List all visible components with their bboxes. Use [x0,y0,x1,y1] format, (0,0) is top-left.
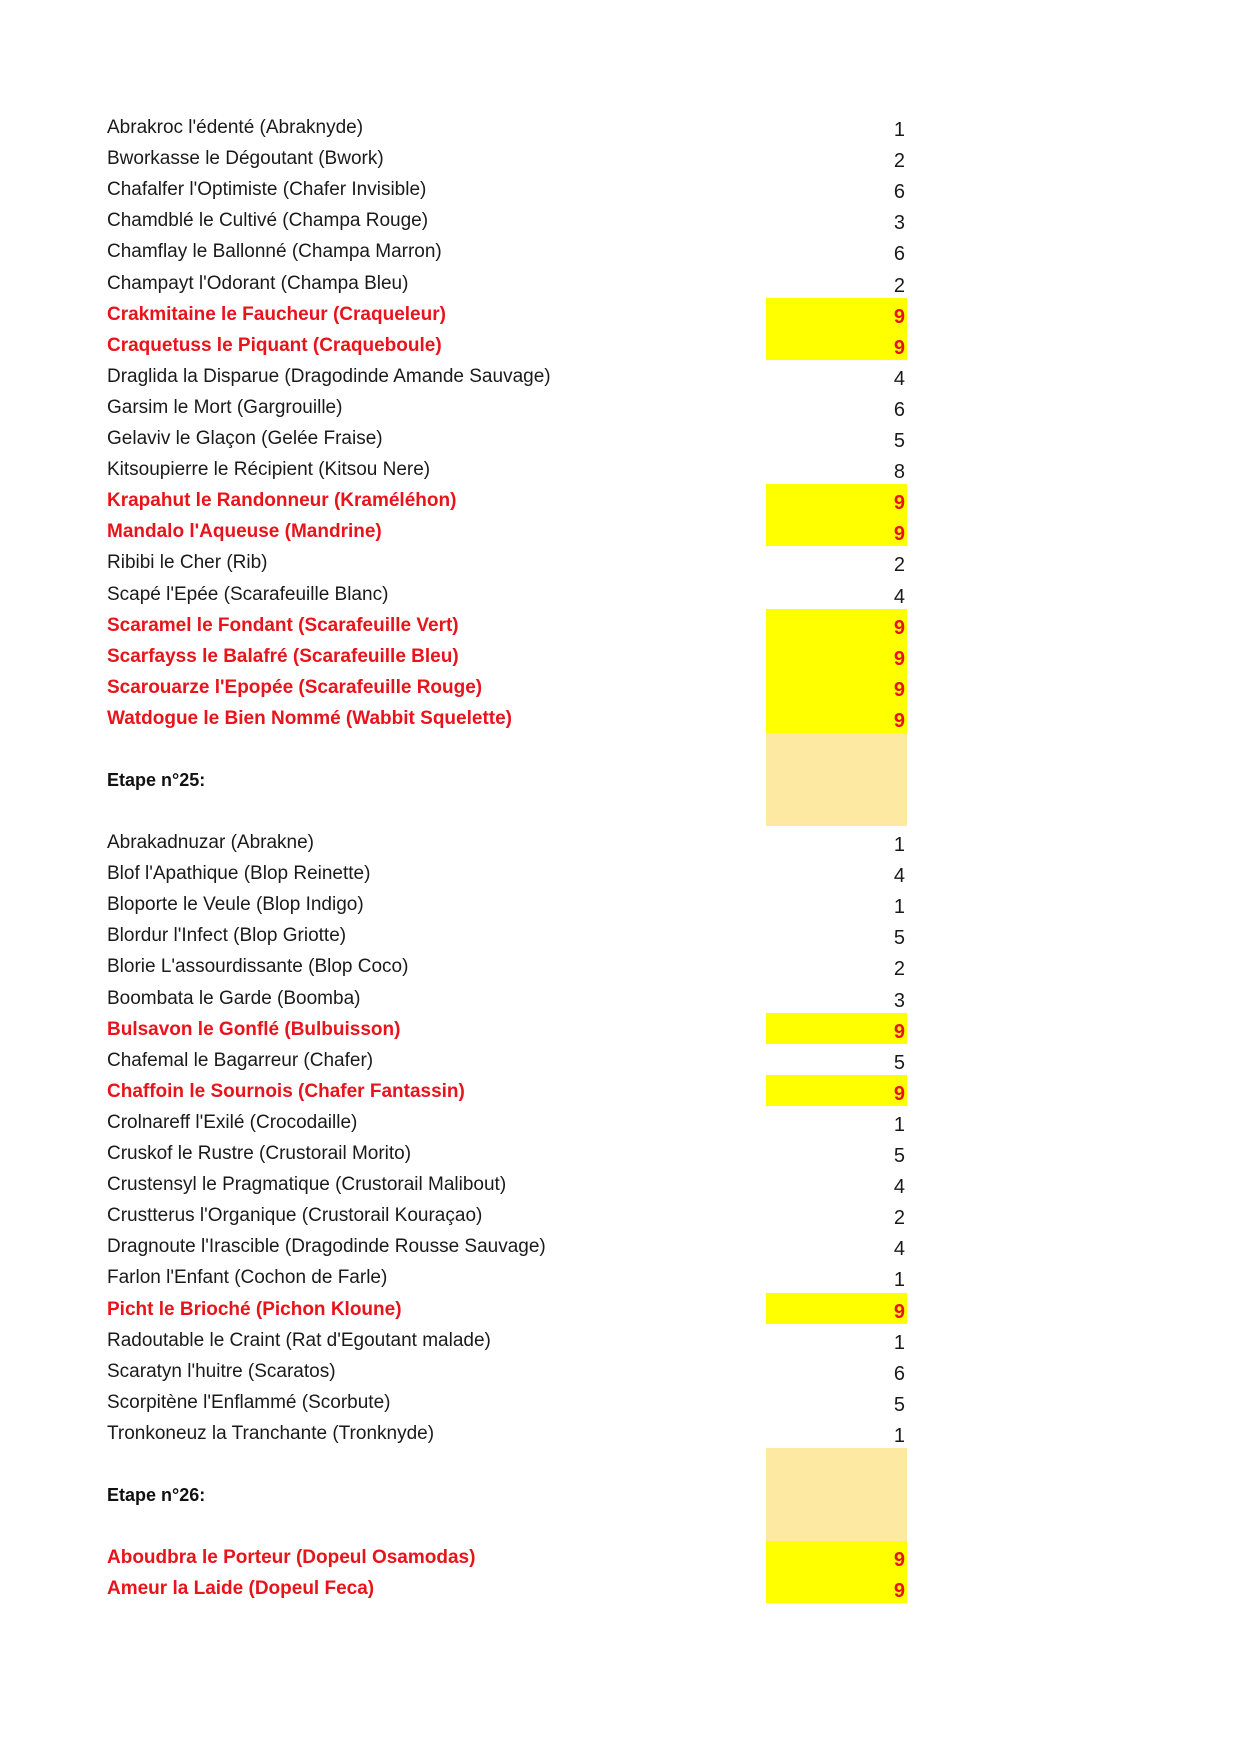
count-cell [766,1261,907,1292]
monster-name: Tronkoneuz la Tranchante (Tronknyde) [107,1422,435,1444]
monster-name: Radoutable le Craint (Rat d'Egoutant malade) [107,1329,491,1351]
count-cell [766,1355,907,1386]
monster-name: Blorie L'assourdissante (Blop Coco) [107,956,409,978]
table-row [0,1168,1241,1199]
table-row [0,142,1241,173]
monster-name: Kitsoupierre le Récipient (Kitsou Nere) [107,459,431,481]
count-cell [766,484,907,515]
monster-name: Chafalfer l'Optimiste (Chafer Invisible) [107,179,427,201]
monster-name: Picht le Brioché (Pichon Kloune) [107,1298,402,1320]
count-value: 6 [893,181,905,204]
table-row [0,1261,1241,1292]
count-cell [766,1324,907,1355]
monster-name: Abrakadnuzar (Abrakne) [107,832,314,854]
count-value: 2 [893,554,905,577]
table-row [0,1386,1241,1417]
monster-name: Scarouarze l'Epopée (Scarafeuille Rouge) [107,676,483,698]
count-value: 9 [893,1082,905,1105]
count-cell [766,609,907,640]
count-value: 3 [893,989,905,1012]
count-cell [766,1199,907,1230]
count-cell [766,360,907,391]
count-cell [766,1075,907,1106]
count-cell [766,1572,907,1603]
count-value: 5 [893,927,905,950]
count-value: 9 [893,1020,905,1043]
table-row [0,484,1241,515]
monster-name: Crustensyl le Pragmatique (Crustorail Malibout) [107,1174,507,1196]
count-cell [766,391,907,422]
table-row [0,298,1241,329]
table-row [0,826,1241,857]
table-row [0,1013,1241,1044]
count-cell [766,235,907,266]
monster-name: Scaratyn l'huitre (Scaratos) [107,1360,336,1382]
table-row [0,329,1241,360]
monster-name: Boombata le Garde (Boomba) [107,987,361,1009]
count-cell [766,329,907,360]
count-value: 8 [893,461,905,484]
table-row [0,111,1241,142]
count-cell [766,640,907,671]
section-header-label: Etape n°26: [107,1485,206,1505]
table-row [0,1293,1241,1324]
count-value: 4 [893,367,905,390]
monster-name: Blof l'Apathique (Blop Reinette) [107,863,371,885]
count-cell [766,111,907,142]
count-value: 9 [893,1580,905,1603]
count-cell [766,578,907,609]
monster-name: Champayt l'Odorant (Champa Bleu) [107,272,409,294]
count-value: 4 [893,865,905,888]
count-value: 6 [893,398,905,421]
count-value: 3 [893,212,905,235]
table-row [0,360,1241,391]
table-row [0,702,1241,733]
table-row [0,1106,1241,1137]
count-value: 1 [893,1331,905,1354]
table-row [0,1199,1241,1230]
section-header-label: Etape n°25: [107,770,206,790]
monster-name: Watdogue le Bien Nommé (Wabbit Squelette) [107,707,512,729]
count-cell [766,702,907,733]
count-cell [766,267,907,298]
count-cell [766,919,907,950]
count-cell [766,1168,907,1199]
count-cell [766,515,907,546]
monster-name: Chamdblé le Cultivé (Champa Rouge) [107,210,429,232]
count-value: 9 [893,523,905,546]
count-value: 6 [893,1362,905,1385]
count-value: 9 [893,305,905,328]
table-row [0,1572,1241,1603]
table-row [0,173,1241,204]
count-cell [766,1137,907,1168]
monster-name: Farlon l'Enfant (Cochon de Farle) [107,1267,388,1289]
table-row [0,671,1241,702]
count-value: 4 [893,1238,905,1261]
count-value: 9 [893,678,905,701]
monster-name: Chaffoin le Sournois (Chafer Fantassin) [107,1080,465,1102]
table-row [0,609,1241,640]
section-header-cell [766,733,907,826]
count-cell [766,1013,907,1044]
count-cell [766,453,907,484]
table-row [0,578,1241,609]
count-cell [766,950,907,981]
count-cell [766,1044,907,1075]
count-value: 1 [893,1269,905,1292]
count-value: 9 [893,709,905,732]
count-cell [766,857,907,888]
monster-name: Crustterus l'Organique (Crustorail Kouraçao) [107,1205,483,1227]
table-row [0,1541,1241,1572]
count-cell [766,1106,907,1137]
count-value: 1 [893,1424,905,1447]
count-value: 5 [893,1393,905,1416]
count-cell [766,1230,907,1261]
table-row [0,1417,1241,1448]
count-cell [766,422,907,453]
monster-name: Abrakroc l'édenté (Abraknyde) [107,117,364,139]
count-value: 9 [893,1549,905,1572]
section-header [0,733,1241,826]
table-row [0,267,1241,298]
table-row [0,235,1241,266]
count-cell [766,546,907,577]
table-row [0,1137,1241,1168]
monster-name: Ribibi le Cher (Rib) [107,552,268,574]
table-row [0,515,1241,546]
count-cell [766,173,907,204]
count-value: 6 [893,243,905,266]
count-value: 9 [893,1300,905,1323]
count-value: 1 [893,896,905,919]
count-value: 5 [893,1145,905,1168]
count-cell [766,204,907,235]
count-cell [766,298,907,329]
count-value: 2 [893,274,905,297]
count-cell [766,1417,907,1448]
table-row [0,888,1241,919]
monster-name: Krapahut le Randonneur (Kraméléhon) [107,490,457,512]
table-row [0,640,1241,671]
table-row [0,204,1241,235]
table-row [0,857,1241,888]
monster-name: Scaramel le Fondant (Scarafeuille Vert) [107,614,459,636]
count-value: 4 [893,1176,905,1199]
monster-name: Scapé l'Epée (Scarafeuille Blanc) [107,583,389,605]
monster-name: Aboudbra le Porteur (Dopeul Osamodas) [107,1547,476,1569]
count-value: 5 [893,430,905,453]
count-cell [766,1541,907,1572]
monster-name: Chamflay le Ballonné (Champa Marron) [107,241,442,263]
count-value: 4 [893,585,905,608]
table-row [0,1075,1241,1106]
table-row [0,391,1241,422]
count-value: 9 [893,616,905,639]
count-cell [766,826,907,857]
count-value: 2 [893,1207,905,1230]
table-row [0,950,1241,981]
count-cell [766,1386,907,1417]
monster-name: Scorpitène l'Enflammé (Scorbute) [107,1391,391,1413]
monster-name: Bulsavon le Gonflé (Bulbuisson) [107,1018,401,1040]
monster-name: Garsim le Mort (Gargrouille) [107,396,343,418]
count-value: 2 [893,150,905,173]
count-value: 2 [893,958,905,981]
table-row [0,1355,1241,1386]
monster-name: Gelaviv le Glaçon (Gelée Fraise) [107,428,383,450]
table-row [0,1324,1241,1355]
count-value: 9 [893,647,905,670]
table-row [0,1230,1241,1261]
table-row [0,453,1241,484]
monster-name: Ameur la Laide (Dopeul Feca) [107,1578,375,1600]
monster-name: Bloporte le Veule (Blop Indigo) [107,894,364,916]
monster-name: Blordur l'Infect (Blop Griotte) [107,925,347,947]
table-row [0,422,1241,453]
monster-name: Crolnareff l'Exilé (Crocodaille) [107,1111,358,1133]
count-value: 5 [893,1051,905,1074]
count-cell [766,888,907,919]
monster-name: Crakmitaine le Faucheur (Craqueleur) [107,303,446,325]
count-value: 1 [893,1113,905,1136]
table-row [0,1044,1241,1075]
table-row [0,919,1241,950]
section-header [0,1448,1241,1541]
monster-name: Craquetuss le Piquant (Craqueboule) [107,334,442,356]
count-value: 1 [893,834,905,857]
count-value: 9 [893,492,905,515]
table-row [0,982,1241,1013]
monster-name: Draglida la Disparue (Dragodinde Amande Sauvage) [107,365,551,387]
monster-name: Dragnoute l'Irascible (Dragodinde Rousse Sauvage) [107,1236,546,1258]
count-value: 1 [893,119,905,142]
count-value: 9 [893,336,905,359]
monster-name: Cruskof le Rustre (Crustorail Morito) [107,1143,412,1165]
monster-name: Chafemal le Bagarreur (Chafer) [107,1049,374,1071]
monster-name: Mandalo l'Aqueuse (Mandrine) [107,521,382,543]
table-row [0,546,1241,577]
count-cell [766,982,907,1013]
monster-name: Scarfayss le Balafré (Scarafeuille Bleu) [107,645,459,667]
count-cell [766,1293,907,1324]
count-cell [766,142,907,173]
monster-name: Bworkasse le Dégoutant (Bwork) [107,148,384,170]
count-cell [766,671,907,702]
section-header-cell [766,1448,907,1541]
